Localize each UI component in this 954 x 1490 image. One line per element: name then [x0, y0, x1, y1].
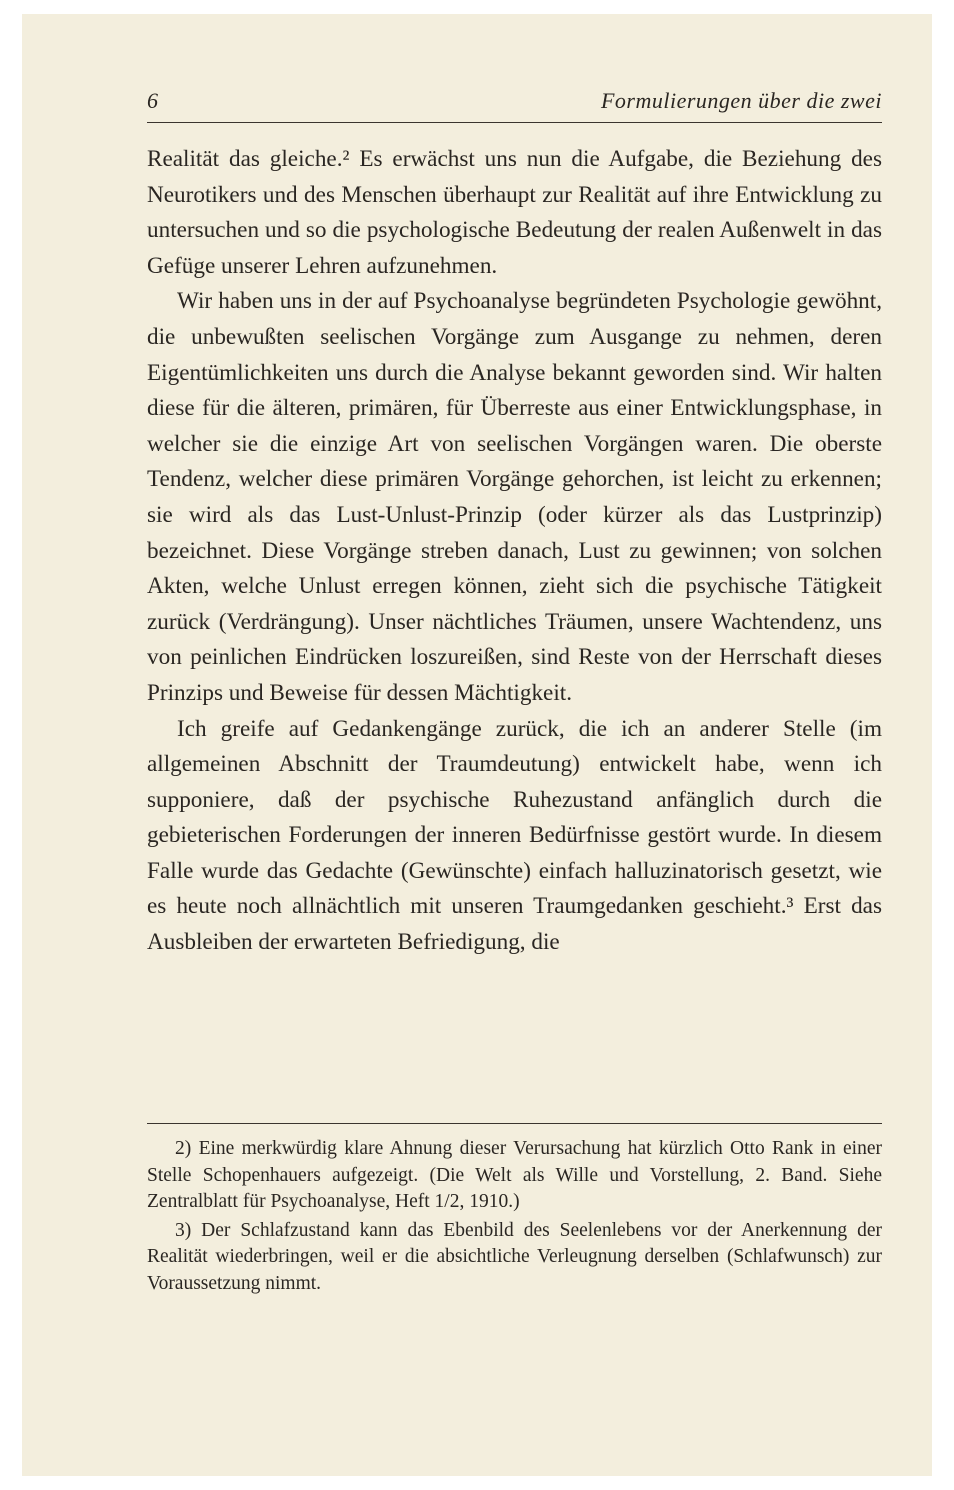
main-text [147, 142, 882, 961]
page-number: 6 [147, 88, 158, 113]
running-title: Formulierungen über die zwei [600, 88, 882, 113]
footnote: 2) Eine merkwürdig klare Ahnung dieser Verursachung hat kürzlich Otto Rank in einer Stelle Schopenhauers aufgezeigt. (Die Welt als Wille und Vorstellung, 2. Band. Siehe Zentralblatt für Psychoanalyse, Heft 1/2, 1910.) [147, 1138, 882, 1212]
footnote: 3) Der Schlafzustand kann das Ebenbild des Seelenlebens vor der Anerkennung der Realität wiederbringen, weil er die absichtliche Verleugnung derselben (Schlafwunsch) zur Voraussetzung nimmt. [147, 1219, 882, 1294]
book-page [22, 14, 932, 1476]
footnotes [147, 1136, 882, 1297]
header-rule [147, 122, 882, 123]
paragraph: Ich greife auf Gedankengänge zurück, die ich an anderer Stelle (im allgemeinen Abschnitt der Traumdeutung) entwickelt habe, wenn ich supponiere, daß der psychische Ruhezustand anfänglich durch die gebieterischen Forderungen der inneren Bedürfnisse gestört wurde. In diesem Falle wurde das Gedachte (Gewünschte) einfach halluzinatorisch gesetzt, wie es heute noch allnächtlich mit unseren Traumgedanken geschieht.³ Erst das Ausbleiben der erwarteten Befriedigung, die [147, 715, 882, 956]
page-header [147, 88, 882, 122]
footnote-rule [147, 1123, 882, 1124]
paragraph: Wir haben uns in der auf Psychoanalyse begründeten Psychologie gewöhnt, die unbewußten seelischen Vorgänge zum Ausgange zu nehmen, deren Eigentümlichkeiten uns durch die Analyse bekannt geworden sind. Wir halten diese für die älteren, primären, für Überreste aus einer Entwicklungsphase, in welcher sie die einzige Art von seelischen Vorgängen waren. Die oberste Tendenz, welcher diese primären Vorgänge gehorchen, ist leicht zu erkennen; sie wird als das Lust-Unlust-Prinzip (oder kürzer als das Lustprinzip) bezeichnet. Diese Vorgänge streben danach, Lust zu gewinnen; von solchen Akten, welche Unlust erregen können, zieht sich die psychische Tätigkeit zurück (Verdrängung). Unser nächtliches Träumen, unsere Wachtendenz, uns von peinlichen Eindrücken loszureißen, sind Reste von der Herrschaft dieses Prinzips und Beweise für dessen Mächtigkeit. [147, 288, 882, 706]
paragraph: Realität das gleiche.² Es erwächst uns nun die Aufgabe, die Beziehung des Neurotikers und des Menschen überhaupt zur Realität auf ihre Entwicklung zu untersuchen und so die psychologische Bedeutung der realen Außenwelt in das Gefüge unserer Lehren aufzunehmen. [147, 146, 882, 279]
